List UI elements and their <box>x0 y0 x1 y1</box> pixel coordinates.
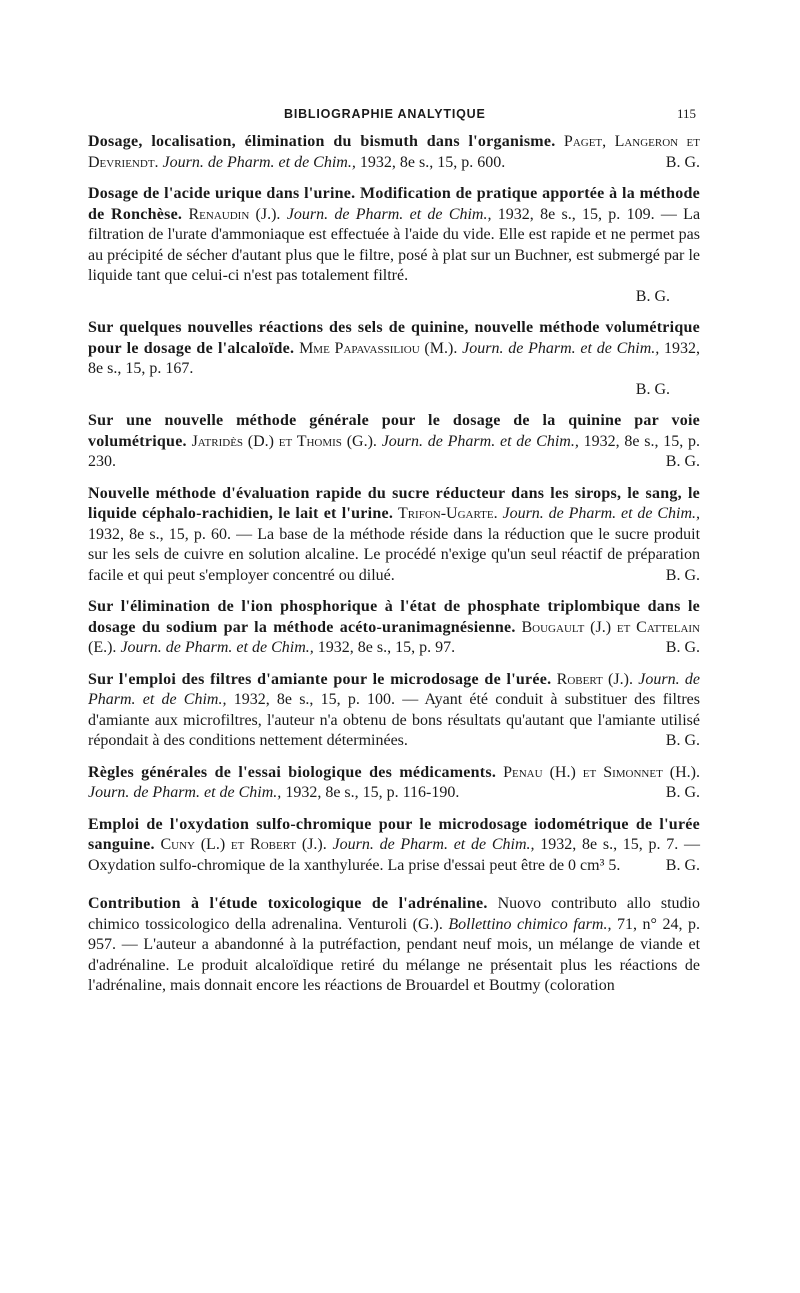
journal-page <box>88 104 700 1008</box>
entry-initials: B. G. <box>635 287 670 305</box>
entry-journal: Journ. de Pharm. et de Chim., <box>88 670 701 708</box>
entry-initials: B. G. <box>665 639 700 656</box>
entry-journal: Journ. de Pharm. et de Chim., <box>162 153 356 171</box>
entry-journal: Journ. de Pharm. et de Chim., <box>120 639 314 656</box>
entry-summary: — L'auteur a abandonné à la putréfaction, pendant neuf mois, un mélange de viande et d'adrénaline. Le produit alcaloïdique retiré du mélange ne présentait plus les réactions de l'adrénaline, mais donnait encore les réactions de Brouardel et Boutmy (coloration <box>88 936 701 994</box>
running-head <box>88 104 700 126</box>
entry-title: Nouvelle méthode d'évaluation rapide du sucre réducteur dans les sirops, le sang, le liquide céphalo-rachidien, le lait et l'urine. <box>88 484 700 522</box>
entry-citation: 1932, 8e s., 15, p. 230. <box>88 432 701 470</box>
entry-initials: B. G. <box>665 856 700 874</box>
entry-authors: Robert (J.). <box>556 670 633 688</box>
entry-initials: B. G. <box>635 380 670 398</box>
entry-citation: 1932, 8e s., 15, p. 100. <box>233 691 396 708</box>
bibliography-entry <box>88 184 700 287</box>
bibliography-entry <box>88 132 700 173</box>
bibliography-entry <box>88 670 700 752</box>
entry-title: Sur l'élimination de l'ion phosphorique à l'état de phosphate triplombique dans le dosage du sodium par la méthode acéto-uranimagnésienne. <box>88 598 700 636</box>
entry-journal: Journ. de Pharm. et de Chim., <box>88 784 282 801</box>
entry-title: Sur l'emploi des filtres d'amiante pour le microdosage de l'urée. <box>88 670 552 688</box>
entry-summary: — Oxydation sulfo-chromique de la xanthylurée. La prise d'essai peut être de 0 cm³ 5. <box>88 836 701 874</box>
entry-initials: B. G. <box>665 732 700 749</box>
entry-title: Dosage de l'acide urique dans l'urine. Modification de pratique apportée à la méthode de Ronchèse. <box>88 185 700 223</box>
entry-authors: Mme Papavassiliou (M.). <box>299 339 458 357</box>
entry-title: Règles générales de l'essai biologique des médicaments. <box>88 763 497 781</box>
entry-initials: B. G. <box>665 153 700 171</box>
running-title: BIBLIOGRAPHIE ANALYTIQUE <box>284 107 486 121</box>
bibliography-entry <box>88 318 700 380</box>
entry-authors: Renaudin (J.). <box>188 205 281 223</box>
entry-citation: 71, n° 24, p. 957. <box>88 915 701 953</box>
entry-citation: 1932, 8e s., 15, p. 97. <box>317 639 456 656</box>
entry-journal: Journ. de Pharm. et de Chim., <box>462 339 660 357</box>
entry-citation: 1932, 8e s., 15, p. 167. <box>88 339 701 377</box>
entry-initials: B. G. <box>665 784 700 801</box>
entry-citation: 1932, 8e s., 15, p. 7. <box>540 836 679 853</box>
bibliography-entry <box>88 894 700 997</box>
bibliography-entry <box>88 597 700 659</box>
entry-journal: Journ. de Pharm. et de Chim., <box>502 505 701 522</box>
entry-summary: — La filtration de l'urate d'ammoniaque est effectuée à l'aide du vide. Elle est rapide et ne permet pas au précipité de sécher d'autant plus que le filtre, posé à plat sur un Buchner, est submergé par le liquide tant que celui-ci n'est pas totalement filtré. <box>88 205 701 284</box>
entry-summary: — Ayant été conduit à substituer des filtres d'amiante aux microfiltres, l'auteur n'a obtenu de bons résultats qu'autant que l'amiante utilisé répondait à des conditions nettement déterminées. <box>88 691 701 749</box>
entry-authors: Bougault (J.) et Cattelain (E.). <box>88 618 700 656</box>
entry-title: Sur quelques nouvelles réactions des sels de quinine, nouvelle méthode volumétrique pour le dosage de l'alcaloïde. <box>88 319 700 357</box>
entry-journal: Journ. de Pharm. et de Chim., <box>286 205 492 223</box>
entry-title: Emploi de l'oxydation sulfo-chromique pour le microdosage iodométrique de l'urée sanguine. <box>88 815 700 853</box>
bibliography-entry <box>88 484 700 587</box>
entry-citation: 1932, 8e s., 15, p. 60. <box>88 525 231 543</box>
entry-initials-line <box>88 380 700 401</box>
bibliography-entry <box>88 815 700 877</box>
bibliography-entry <box>88 763 700 804</box>
entry-authors: Paget, Langeron et Devriendt. <box>88 133 700 171</box>
entry-authors: Trifon-Ugarte. <box>397 505 498 522</box>
entry-authors: Nuovo contributo allo studio chimico tossicologico della adrenalina. Venturoli (G.). <box>88 895 700 933</box>
bibliography-entry <box>88 411 700 473</box>
entry-summary: — La base de la méthode réside dans la réduction que le sucre produit sur les sels de cuivre en solution alcaline. Le procédé n'exige qu'un seul réactif de préparation facile et qui peut s'employer concentré ou dilué. <box>88 525 701 584</box>
entry-authors: Penau (H.) et Simonnet (H.). <box>503 763 701 781</box>
entry-title: Contribution à l'étude toxicologique de l'adrénaline. <box>88 895 488 912</box>
entry-title: Dosage, localisation, élimination du bismuth dans l'organisme. <box>88 133 556 150</box>
entry-citation: 1932, 8e s., 15, p. 109. <box>497 205 655 223</box>
entry-initials-line <box>88 287 700 308</box>
entry-title: Sur une nouvelle méthode générale pour le dosage de la quinine par voie volumétrique. <box>88 412 700 450</box>
entry-authors: Cuny (L.) et Robert (J.). <box>160 836 327 853</box>
entry-journal: Bollettino chimico farm., <box>448 915 612 933</box>
entry-journal: Journ. de Pharm. et de Chim., <box>381 432 579 450</box>
entry-initials: B. G. <box>665 566 700 584</box>
entry-initials: B. G. <box>665 453 700 470</box>
entry-citation: 1932, 8e s., 15, p. 116-190. <box>285 784 460 801</box>
entry-authors: Jatridès (D.) et Thomis (G.). <box>191 432 377 450</box>
entry-journal: Journ. de Pharm. et de Chim., <box>332 836 535 853</box>
entry-citation: 1932, 8e s., 15, p. 600. <box>359 153 506 171</box>
page-number: 115 <box>676 106 696 121</box>
